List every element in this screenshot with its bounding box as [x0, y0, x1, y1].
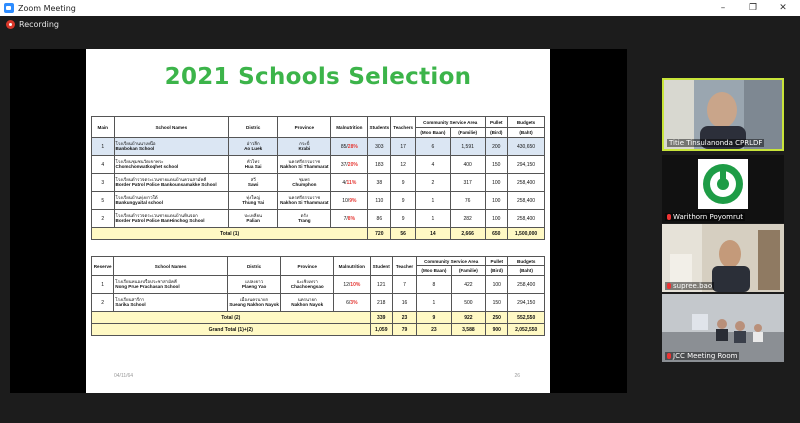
participant-video-tile[interactable] — [662, 224, 784, 292]
recording-indicator[interactable] — [6, 20, 59, 29]
col-teacher: Teacher — [392, 257, 416, 276]
col-baht: (Baht) — [508, 266, 545, 276]
recording-icon — [6, 20, 15, 29]
col-district: Distric — [229, 117, 278, 138]
table-row: 5 โรงเรียนบ้านทุ่งยาวใต้ Bankungyaital school ทุ่งใหญ่ Thung Yai นครศรีธรรมราช Nakhon Si Thammarat 10/9% 110 9 1 76 100 258,400 — [92, 192, 545, 210]
col-budgets: Budgets — [508, 117, 545, 128]
slide-page-number: 26 — [514, 373, 520, 379]
zoom-app-icon — [4, 3, 14, 13]
col-province: Province — [278, 117, 331, 138]
participant-video-tile[interactable] — [662, 78, 784, 151]
participant-video-tile[interactable] — [662, 155, 784, 223]
col-bird: (Bird) — [485, 128, 508, 138]
col-familie: (Familie) — [450, 128, 485, 138]
col-pullet: Pullet — [486, 257, 508, 266]
col-students: Students — [368, 117, 391, 138]
screen-share-area[interactable] — [10, 49, 627, 393]
col-malnutrition: Malnutrition — [334, 257, 371, 276]
table-row: 4 โรงเรียนชุมชนวัดเขาพระ Chomchonwatkoqhet school หัวไทร Hua Sai นครศรีธรรมราช Nakhon Si Thammarat 37/20% 183 12 4 400 150 294,150 — [92, 156, 545, 174]
participant-name: JCC Meeting Room — [673, 352, 738, 360]
col-school-names: School Names — [114, 257, 228, 276]
col-reserve: Reserve — [92, 257, 114, 276]
minimize-icon[interactable]: – — [720, 3, 726, 13]
col-community-area: Community Service Area — [415, 117, 485, 128]
participant-video-tile[interactable] — [662, 294, 784, 362]
col-bird: (Bird) — [486, 266, 508, 276]
grand-total-row: Grand Total (1)+(2) 1,059 79 23 3,588 900 2,052,550 — [92, 324, 545, 336]
participant-name: supree.bao — [673, 282, 713, 290]
shared-slide — [86, 49, 550, 393]
participant-name: Warithorn Poyomrut — [673, 213, 744, 221]
table-row: 3 โรงเรียนตำรวจตระเวนชายแดนบ้านควนสามัคคี Border Patrol Police Bankounsamakke School สวี Sawi ชุมพร Chumphon 4/11% 38 9 2 317 100 258,400 — [92, 174, 545, 192]
mic-muted-icon — [667, 214, 671, 220]
total-row: Total (1) 720 56 14 2,666 650 1,500,000 — [92, 228, 545, 240]
col-main: Main — [92, 117, 115, 138]
col-baht: (Baht) — [508, 128, 545, 138]
restore-icon[interactable]: ❐ — [748, 3, 758, 13]
mic-muted-icon — [667, 283, 671, 289]
slide-date: 04/11/64 — [114, 373, 134, 379]
participant-name: Titie Tinsulanonda CPRLDF — [669, 139, 763, 147]
participant-name-tag — [665, 213, 745, 221]
slide-title: 2021 Schools Selection — [164, 64, 472, 90]
participant-name-tag — [665, 352, 739, 360]
recording-label: Recording — [19, 20, 60, 29]
col-province: Province — [281, 257, 334, 276]
col-community-area: Community Service Area — [417, 257, 486, 266]
table-row: 2 โรงเรียนสารีกา Sarika School เมืองนครนายก Sueang Nakhon Nayok นครนายก Nakhon Nayok 6/3% 218 16 1 500 150 294,150 — [92, 294, 545, 312]
table-row: 1 โรงเรียนบ้านนาเหนือ Banbokan School อ่าวลึก Ao Luek กระบี่ Krabi 85/28% 303 17 6 1,591 200 430,650 — [92, 138, 545, 156]
col-pullet: Pullet — [485, 117, 508, 128]
participant-name-tag — [665, 282, 714, 290]
col-moo-baan: (Moo Baan) — [415, 128, 450, 138]
col-moo-baan: (Moo Baan) — [417, 266, 451, 276]
col-familie: (Familie) — [451, 266, 485, 276]
title-bar — [0, 0, 800, 16]
main-schools-table — [91, 116, 545, 240]
col-student: Student — [370, 257, 392, 276]
col-school-names: School Names — [114, 117, 229, 138]
col-district: Distric — [227, 257, 281, 276]
table-row: 1 โรงเรียนหนองปรือประชาสามัคคี Nong Prue Prachasan School แปลงยาว Plaeng Yao ฉะเชิงเทรา Chachoengsao 12/10% 121 7 8 422 100 258,400 — [92, 276, 545, 294]
col-malnutrition: Malnutrition — [331, 117, 368, 138]
reserve-schools-table — [91, 256, 545, 336]
table-row: 2 โรงเรียนตำรวจตระเวนชายแดนบ้านหินจอก Border Patrol Police BanHinchog School ปะเหลียน Palian ตรัง Trang 7/8% 86 9 1 282 100 258,400 — [92, 210, 545, 228]
window-title: Zoom Meeting — [18, 3, 76, 13]
total-row: Total (2) 339 23 9 922 250 552,550 — [92, 312, 545, 324]
close-icon[interactable]: ✕ — [779, 3, 787, 13]
mic-muted-icon — [667, 353, 671, 359]
col-budgets: Budgets — [508, 257, 545, 266]
col-teachers: Teachers — [391, 117, 416, 138]
